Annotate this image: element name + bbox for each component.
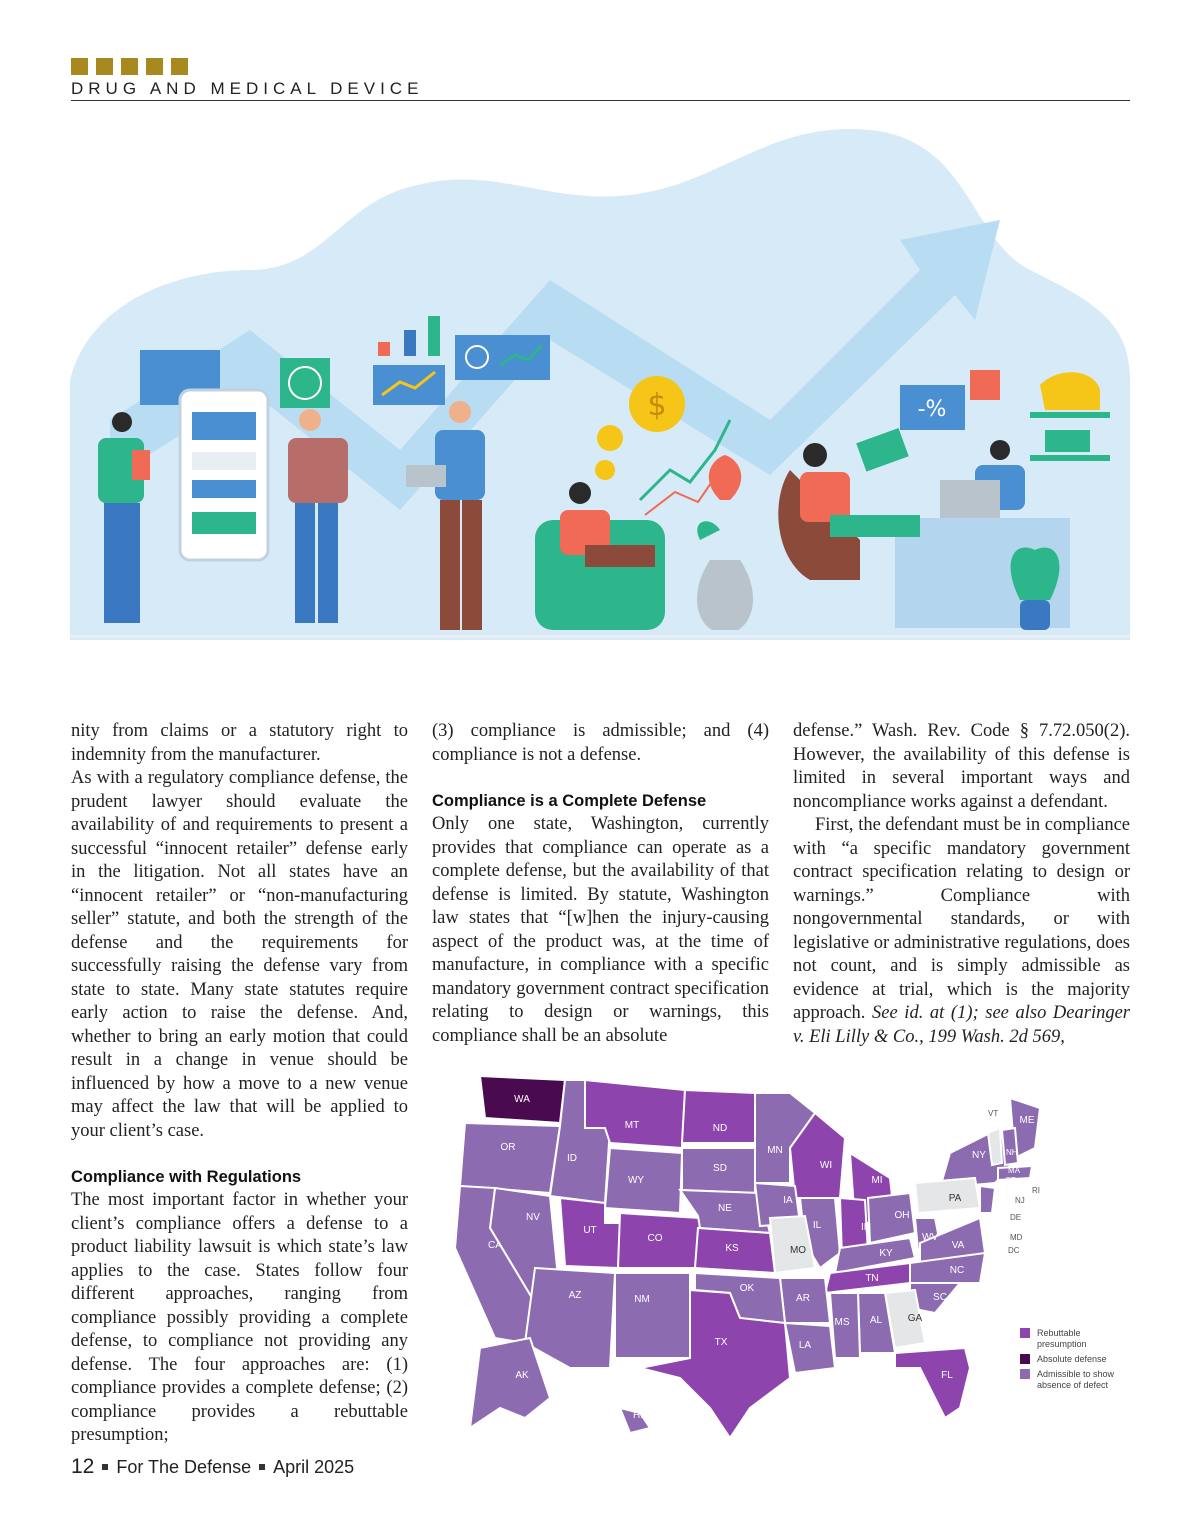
paragraph-text: First, the defendant must be in compliance with “a specific mandatory government contract specification relating to design or warnings.” Compliance with nongovernmental standards, or with legislative or administrative regulations, does not count, and is simply admissible as evidence at trial, which is the majority approach. (793, 815, 1130, 1023)
section-title: DRUG AND MEDICAL DEVICE (71, 79, 424, 98)
svg-text:AK: AK (515, 1370, 529, 1381)
svg-text:NV: NV (526, 1212, 540, 1223)
paragraph: nity from claims or a statutory right to indemnity from the manufacturer. (71, 721, 408, 765)
svg-text:AZ: AZ (568, 1290, 582, 1301)
cash-icon (1045, 430, 1090, 452)
svg-text:OK: OK (739, 1283, 755, 1294)
legend-swatch-admissible (1020, 1369, 1030, 1379)
marker-square (96, 58, 113, 75)
page-number: 12 (71, 1455, 95, 1478)
svg-text:VA: VA (951, 1240, 965, 1251)
svg-text:RI: RI (1032, 1186, 1040, 1195)
us-state-map (440, 1068, 1130, 1468)
svg-text:GA: GA (907, 1313, 923, 1324)
svg-text:MS: MS (834, 1317, 850, 1328)
svg-text:KY: KY (879, 1248, 893, 1259)
svg-text:CT: CT (1005, 1176, 1016, 1185)
svg-text:ND: ND (712, 1123, 728, 1134)
footer-separator (102, 1464, 108, 1470)
marker-square (146, 58, 163, 75)
marker-square (71, 58, 88, 75)
case-citation: See id. at (1); see also Dearinger v. Eli Lilly & Co., 199 Wash. 2d 569, (793, 1003, 1131, 1047)
finance-illustration (70, 120, 1130, 670)
svg-text:MN: MN (767, 1145, 783, 1156)
vase-icon (697, 560, 753, 630)
state-NJ (980, 1186, 995, 1213)
paragraph (793, 814, 1130, 1049)
svg-text:FL: FL (941, 1370, 953, 1381)
paragraph: The most important factor in whether your client’s compliance offers a defense to a product liability lawsuit is which state’s law applies to the case. States follow four different approaches, ranging from compliance possibly providing a complete defense, to compliance not providing any defense. The four approaches are: (1) compliance provides a complete defense; (2) compliance provides a rebuttable presumption; (71, 1190, 408, 1445)
section-marker (71, 58, 188, 75)
svg-text:MA: MA (1008, 1166, 1020, 1175)
text-column-3 (793, 720, 1130, 1049)
svg-text:KS: KS (725, 1243, 739, 1254)
paragraph: defense.” Wash. Rev. Code § 7.72.050(2). However, the availability of this defense is limited in several important ways and noncompliance works against a defendant. (793, 721, 1130, 812)
svg-text:$: $ (647, 388, 667, 423)
footer-separator (259, 1464, 265, 1470)
legend-label: Rebuttable (1037, 1328, 1081, 1338)
globe-icon (280, 358, 330, 408)
paragraph: As with a regulatory compliance defense, the prudent lawyer should evaluate the availability of and requirements to present a successful “innocent retailer” defense early in the litigation. Not all states have an “innocent retailer” or “non-manufacturing seller” statute, and both the strength of the defense and the requirements for successfully raising the defense vary from state to state. Many state statutes require early action to raise the defense. And, whether to bring an early motion that could result in a change in venue should be influenced by how a move to a new venue may affect the law that will be applied to your client’s case. (71, 768, 408, 1141)
page-footer (71, 1455, 354, 1479)
svg-text:MI: MI (871, 1175, 883, 1186)
publication-name: For The Defense (116, 1456, 252, 1477)
bar-chart-icon (378, 342, 390, 356)
legend-swatch-absolute (1020, 1354, 1030, 1364)
map-legend (1020, 1328, 1115, 1390)
subheading: Compliance is a Complete Defense (432, 792, 707, 810)
state-PA (915, 1178, 980, 1213)
subheading: Compliance with Regulations (71, 1168, 302, 1186)
svg-text:CO: CO (647, 1233, 663, 1244)
legend-label: presumption (1037, 1339, 1087, 1349)
header-rule (71, 100, 1130, 101)
paragraph: (3) compliance is admissible; and (4) compliance is not a defense. (432, 721, 769, 765)
potted-plant (1011, 547, 1060, 600)
svg-text:TN: TN (865, 1273, 879, 1284)
svg-text:MT: MT (624, 1120, 640, 1131)
svg-text:OH: OH (894, 1210, 910, 1221)
state-NM (615, 1273, 690, 1358)
legend-label: Admissible to show (1037, 1369, 1115, 1379)
svg-text:LA: LA (798, 1340, 812, 1351)
svg-text:IN: IN (861, 1222, 871, 1233)
svg-text:WA: WA (514, 1094, 530, 1105)
svg-text:NC: NC (949, 1265, 965, 1276)
svg-text:TX: TX (714, 1337, 728, 1348)
svg-text:-%: -% (917, 397, 947, 422)
svg-text:HI: HI (633, 1410, 643, 1421)
svg-text:NM: NM (634, 1294, 650, 1305)
svg-text:NE: NE (718, 1203, 732, 1214)
svg-text:IL: IL (812, 1220, 822, 1231)
svg-text:ME: ME (1019, 1115, 1035, 1126)
text-column-2 (432, 720, 769, 1048)
state-ND (682, 1090, 755, 1143)
svg-text:SC: SC (933, 1292, 947, 1303)
text-column-1 (71, 720, 408, 1448)
svg-text:AR: AR (796, 1293, 810, 1304)
svg-text:WI: WI (819, 1160, 833, 1171)
state-AZ (525, 1268, 615, 1368)
svg-text:WV: WV (921, 1232, 939, 1243)
chart-bubble-icon (455, 335, 550, 380)
svg-text:NJ: NJ (1015, 1196, 1025, 1205)
svg-text:DC: DC (1008, 1246, 1020, 1255)
svg-text:NY: NY (972, 1150, 986, 1161)
svg-text:UT: UT (583, 1225, 597, 1236)
svg-text:IA: IA (783, 1195, 793, 1206)
svg-text:CA: CA (488, 1240, 502, 1251)
laptop-icon (940, 480, 1000, 518)
svg-text:VT: VT (988, 1109, 999, 1118)
legend-swatch-rebuttable (1020, 1328, 1030, 1338)
legend-label: absence of defect (1037, 1380, 1109, 1390)
svg-text:PA: PA (948, 1193, 962, 1204)
state-NH (1002, 1128, 1018, 1165)
marker-square (171, 58, 188, 75)
svg-text:SD: SD (713, 1163, 727, 1174)
svg-text:MD: MD (1010, 1233, 1023, 1242)
svg-text:MO: MO (789, 1245, 807, 1256)
svg-text:NH: NH (1006, 1148, 1018, 1157)
legend-label: Absolute defense (1037, 1354, 1107, 1364)
state-OR (460, 1123, 560, 1193)
state-AK (470, 1338, 550, 1428)
paragraph: Only one state, Washington, currently provides that compliance can operate as a complete defense, but the availability of that defense is limited. By statute, Washington law states that “[w]hen the injury-causing aspect of the product was, at the time of manufacture, in compliance with a specific mandatory government contract specification relating to design or warnings, this compliance shall be an absolute (432, 814, 769, 1046)
svg-text:WY: WY (627, 1175, 645, 1186)
svg-text:ID: ID (567, 1153, 577, 1164)
marker-square (121, 58, 138, 75)
issue-date: April 2025 (273, 1456, 355, 1477)
svg-text:AL: AL (869, 1315, 883, 1326)
state-FL (895, 1348, 970, 1418)
svg-text:DE: DE (1010, 1213, 1022, 1222)
svg-text:OR: OR (500, 1142, 516, 1153)
